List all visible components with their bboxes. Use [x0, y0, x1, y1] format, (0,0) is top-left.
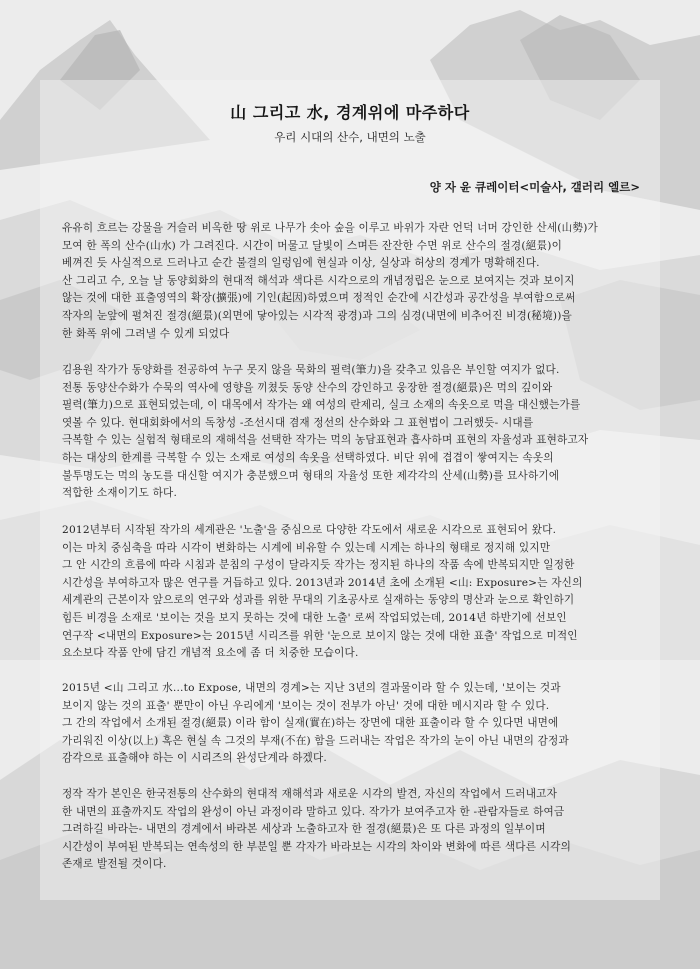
document-title: 山 그리고 水, 경계위에 마주하다 [230, 103, 470, 122]
body-paragraph-5: 정작 작가 본인은 한국전통의 산수화의 현대적 재해석과 새로운 시각의 발견, 자신의 작업에서 드러내고자 한 내면의 표출까지도 작업의 완성이 아닌 과정이라 말하고 있다. 작가가 보여주고자 한 -관람자들로 하여금 그려하길 바라는- 내면의 경계에서 바라본 세상과 노출하고자 한 절경(絕景)은 또 다른 과정의 일부이며 시간성이 부여된 반복되는 연속성의 한 부분일 뿐 각자가 바라보는 시각의 차이와 변화에 따른 색다른 시각의 존재로 발전될 것이다. [62, 788, 572, 871]
body-paragraph-4: 2015년 <山 그리고 水…to Expose, 내면의 경계>는 지난 3년의 결과물이라 할 수 있는데, '보이는 것과 보이지 않는 것의 표출' 뿐만이 아닌 우리에게 '보이는 것이 전부가 아닌' 것에 대한 메시지라 할 수 있다. 그 간의 작업에서 소개된 절경(絕景) 이라 함이 실재(實在)하는 장면에 대한 표출이라 할 수 있다면 내면에 가리워진 이상(以上) 혹은 현실 속 그것의 부재(不在) 함을 드러내는 작업은 작가의 눈이 아닌 내면의 감정과 감각으로 표출해야 하는 이 시리즈의 완성단계라 하겠다. [62, 682, 569, 765]
body-paragraph-1: 유유히 흐르는 강물을 거슬러 비옥한 땅 위로 나무가 솟아 숲을 이루고 바위가 자란 언덕 너머 강인한 산세(山勢)가 모여 한 폭의 산수(山水) 가 그려진다. 시간이 머물고 달빛이 스며든 잔잔한 수면 위로 산수의 절경(絕景)이 베껴진 듯 사실적으로 드러나고 순간 불결의 일렁임에 현실과 이상, 실상과 허상의 경계가 명확해진다. 산 그리고 수, 오늘 날 동양회화의 현대적 해석과 색다른 시각으로의 개념정립은 눈으로 보여지는 것과 보이지 않는 것에 대한 표출영역의 확장(擴張)에 기인(起因)하였으며 정적인 순간에 시간성과 공간성을 부여함으로써 작자의 눈앞에 펼쳐진 절경(絕景)(외면에 닿아있는 시각적 광경)과 그의 심경(내면에 비추어진 비경(秘境))을 한 화폭 위에 그려낼 수 있게 되었다 [62, 222, 598, 340]
author-byline: 양 자 윤 큐레이터<미술사, 갤러리 엘르> [429, 180, 640, 194]
body-paragraph-2: 김용원 작가가 동양화를 전공하여 누구 못지 않을 묵화의 필력(筆力)을 갖추고 있음은 부인할 여지가 없다. 전통 동양산수화가 수묵의 역사에 영향을 끼쳤듯 동양 산수의 강인하고 웅장한 절경(絕景)은 먹의 깊이와 필력(筆力)으로 표현되었는데, 이 대목에서 작가는 왜 여성의 란제리, 실크 소재의 속옷으로 먹을 대신했는가를 엿볼 수 있다. 현대회화에서의 독창성 -조선시대 겸재 정선의 산수화와 그 표현법이 그러했듯- 시대를 극복할 수 있는 실험적 형태로의 재해석을 선택한 작가는 먹의 농담표현과 흡사하며 표현의 자율성과 표현하고자 하는 대상의 한계를 극복할 수 있는 소재로 여성의 속옷을 선택하였다. 비단 위에 겹겹이 쌓여지는 속옷의 불투명도는 먹의 농도를 대신할 여지가 충분했으며 형태의 자율성 또한 제각각의 산세(山勢)를 묘사하기에 적합한 소재이기도 하다. [62, 364, 589, 500]
body-paragraph-3: 2012년부터 시작된 작가의 세계관은 '노출'을 중심으로 다양한 각도에서 새로운 시각으로 표현되어 왔다. 이는 마치 중심축을 따라 시각이 변화하는 시계에 비유할 수 있는데 시계는 하나의 형태로 정지해 있지만 그 안 시간의 흐름에 따라 시침과 분침의 구성이 달라지듯 작가는 정지된 하나의 작품 속에 반복되지만 일정한 시간성을 부여하고자 많은 연구를 거듭하고 있다. 2013년과 2014년 초에 소개된 <山: Exposure>는 자신의 세계관의 근본이자 앞으로의 연구와 성과를 위한 무대의 기초공사로 실재하는 동양의 명산과 눈으로 확인하기 힘든 비경을 소재로 '보이는 것을 보지 못하는 것에 대한 노출' 로써 작업되었는데, 2014년 하반기에 선보인 연구작 <내면의 Exposure>는 2015년 시리즈를 위한 '눈으로 보이지 않는 것에 대한 표출' 작업으로 미적인 요소보다 작품 안에 담긴 개념적 요소에 좀 더 치중한 모습이다. [62, 524, 583, 660]
document-subtitle: 우리 시대의 산수, 내면의 노출 [274, 130, 426, 144]
